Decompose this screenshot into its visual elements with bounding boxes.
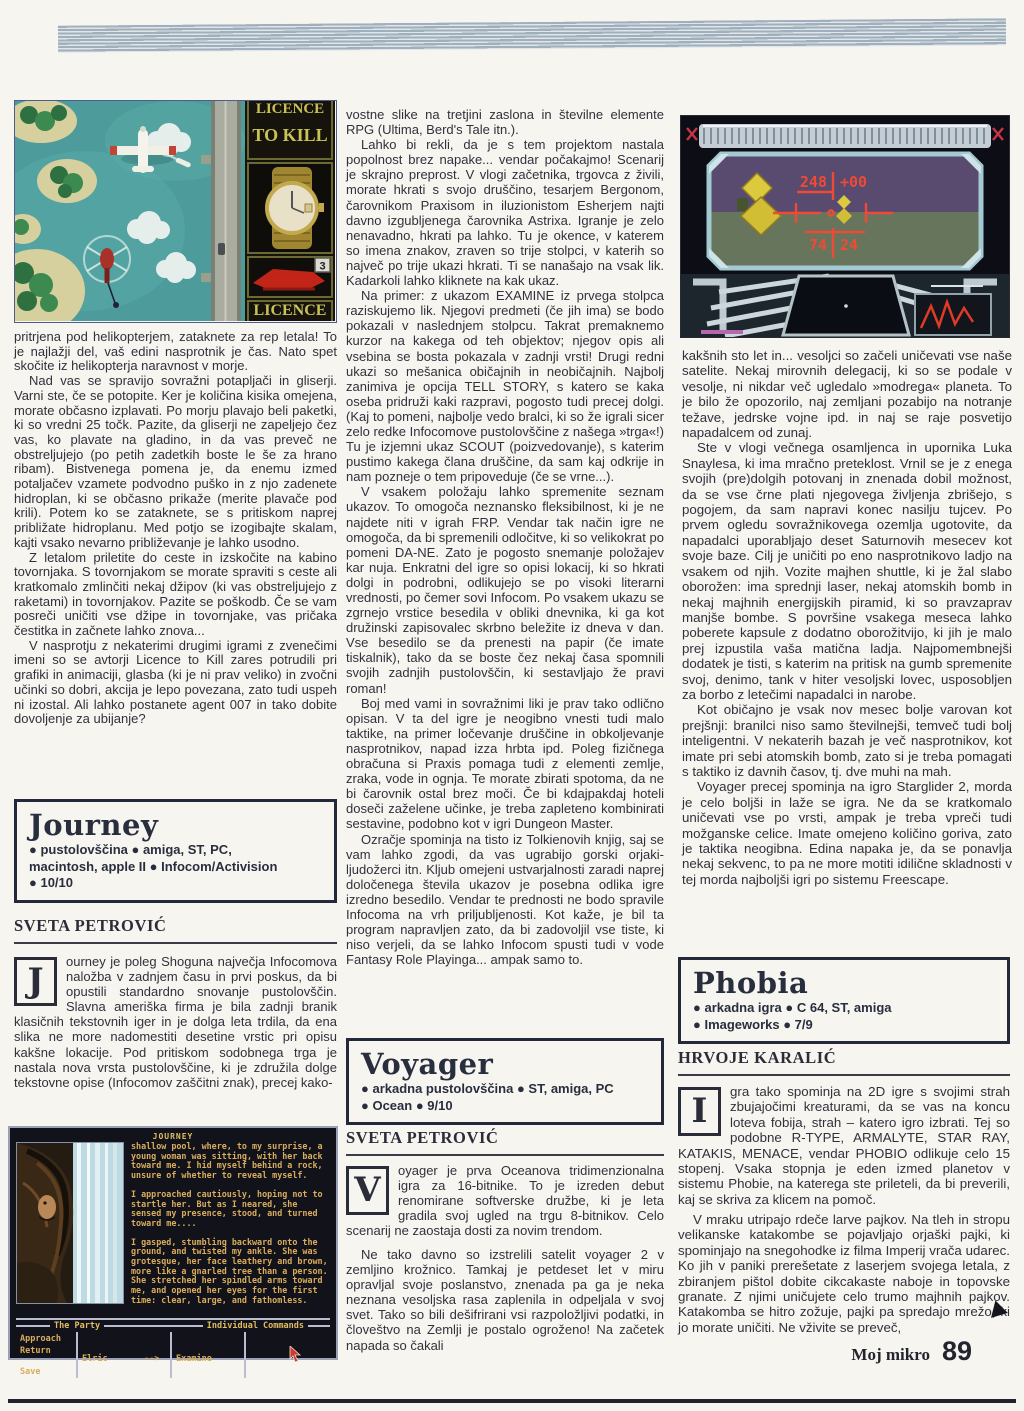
menu-item[interactable]: Save xyxy=(20,1366,41,1377)
paragraph: ourney je poleg Shoguna največja Infocomova naložba v zadnjem času in prvi poskus, da bi opustili standardno snovanje pustolovščin. Slavna ameriška firma je bila zadnji branik klasičnih tekstovnih iger in je dolga leta trdila, da ena slika ne more nadomestiti desetine vrstic pri opisu kakšne lokacije. Pod pritiskom sodobnega trga je nastala nova vrsta pustolovščine, ki je združila dolge tekstovne opise (Infocomov zaščitni znak), precej kako- xyxy=(14,954,337,1090)
page-number: 89 xyxy=(941,1336,972,1366)
paragraph: Ste v vlogi večnega osamljenca in upornika Luka Snaylesa, ki ima mračno preteklost. Vrnil se je z enega svojih (pre)dolgih potovanj in znenada dobil možnost, da se vse črne plati njegovega življenja zbrišejo, s pogojem, da sam napravi konec nasilju tujcev. Po prvem ogledu sovražnikovega ozemlja ugotovite, da napadalci uporabljajo deset Saturnovih mesecev kot svoje baze. Cilj je uničiti po eno nasprotnikovo ladjo na vsakem od njih. Vozite majhen shuttle, ki je žal slabo oborožen: ima sprednji laser, nekaj atomskih bomb in nekaj majhnih energijskih piramid, ki so pravzaprav manjše bombe. S površine vsakega meseca lahko poberete kapsule z dodatno oborožitvijo, ki jih je malo prej izpustila vaša matična ladja. Najpomembnejši dodatek je tisti, s katerim na pritisk na gumb spremenite svoj, denimo, tank v hiter vesoljski lovec, usposobljen za borbo z letečimi napadalci in narobe. xyxy=(682,440,1012,702)
paragraph: vostne slike na tretjini zaslona in številne elemente RPG (Ultima, Berd's Tale itn.). xyxy=(346,107,664,138)
journey-scene-art xyxy=(16,1142,124,1304)
hud-readout-bottom-right: 24 xyxy=(840,236,859,254)
journey-story-text xyxy=(131,1142,330,1315)
menu-item[interactable]: Approach xyxy=(20,1333,61,1344)
paragraph: Boj med vami in sovražnimi liki je prav tako odlično opisan. V ta del igre je neogibno vnesti tudi malo taktike, na primer ločevanje druščine in obkoljevanje nasprotnikov, napad izza hrbta ipd. Poleg fizičnega obračuna si Praxis pomaga tudi z elementi zemlje, zraka, vode in ognja. Te morate zbirati spotoma, da ne bi čarovnik ostal brez moči. Če bi kdajpakdaj hoteli doseči zaželene učinke, je treba zapleteno kombinirati sestavine, podobno kot v igri Dungeon Master. xyxy=(346,695,664,832)
licence-lives-badge: 3 xyxy=(319,260,326,273)
paragraph: gra tako spominja na 2D igre s svojimi strah zbujajočimi kreaturami, da se vas na koncu loteva fobija, strah – katero igro izbrati. Tej so podobne R-TYPE, ARMALYTE, STAR RAY, KATAKIS, MENACE, vendar PHOBIO odlikuje celo 15 stopenj. Vsaka stopnja je eden izmed planetov v sistemu Phobie, na katerega ste prileteli, da bi preverili, kaj se skriva za klicem na pomoč. xyxy=(678,1084,1010,1207)
journey-title: Journey xyxy=(29,808,159,842)
licence-to-kill-screenshot-art xyxy=(15,101,335,321)
menu-item[interactable]: Return xyxy=(20,1345,51,1356)
voyager-screenshot xyxy=(680,115,1010,338)
licence-article-text xyxy=(14,330,337,727)
paragraph: Ozračje spominja na tisto iz Tolkienovih knjig, saj se vam lahko zgodi, da vas ugrabijo gorski orjaki-ljudožerci itn. Kljub omejeni ustvarjalnosti zaradi naprej določenega števila ukazov je posebna odlika igre izredno besedilo. Vendar te prednosti ne bodo spravile Infocoma na vrh priljubljenosti. Kot kaže, je bil ta program napravljen zato, da bi zadovoljil vse tiste, ki niso verjeli, da se lahko Infocom spusti tudi v vode Fantasy Role Playinga... ampak samo to. xyxy=(346,831,664,968)
licence-logo-bottom-line2 xyxy=(257,320,324,321)
phobia-article-text xyxy=(678,1212,1010,1335)
mouse-cursor-area xyxy=(244,1332,330,1378)
command-examine[interactable]: Examine xyxy=(170,1332,244,1378)
voyager-screenshot-art xyxy=(681,116,1009,337)
magazine-brand: Moj mikro xyxy=(851,1345,930,1364)
journey-screen-title: JOURNEY xyxy=(152,1132,194,1141)
author-byline-phobia: HRVOJE KARALIĆ xyxy=(678,1048,1010,1076)
licence-logo-bottom-line1: LICENCE xyxy=(253,302,327,319)
licence-to-kill-screenshot xyxy=(14,100,337,323)
phobia-title: Phobia xyxy=(693,966,809,1000)
individual-commands-label: Individual Commands xyxy=(206,1320,304,1331)
licence-logo-top-line2: TO KILL xyxy=(252,125,328,145)
paragraph: Kot običajno je vsak nov mesec bolje varovan kot prejšnji: branilci niso samo številnejši, temveč tudi bolj inteligentni. V nekaterih bazah je več nasprotnikov, kot imate pri sebi atomskih bomb, zato si je treba pomagati s taktiko iz davnih časov, tj. dve muhi na mah. xyxy=(682,702,1012,779)
story-paragraph: I gasped, stumbling backward onto the ground, and twisted my ankle. She was grotesque, her face leathery and brown, more like a gnarled tree than a person. She stretched her spindled arms toward me, and opened her eyes for the first time: clear, large, and fathomless. xyxy=(131,1236,328,1305)
paragraph: V nasprotju z nekaterimi drugimi igrami z zvenečimi imeni so se avtorji Licence to Kill zares potrudili pri grafiki in animaciji, glasba (ki je ni prav veliko) in zvočni učinki so dobri, akcija je lepo povezana, zato tudi uspeh ni izostal. Ali lahko postanete agent 007 in tako dobite dovoljenje za ubijanje? xyxy=(14,637,337,727)
paragraph: Nad vas se spravijo sovražni potapljači in gliserji. Varni ste, če se potopite. Ker je količina kisika omejena, morate občasno izplavati. Po morju plavajo beli paketki, ki so vredni 25 točk. Pazite, da gliserji ne zapeljejo čez vas, ko plavate na gladino, in da vas preveč ne obstreljujejo (po petih zadetkih boste le še za hrano ribam). Bistvenega pomena je, da enemu izmed potaljačev vzamete podvodno puško in z njo zadenete hidroplan, ki se občasno prikaže (merite plavače pod krili). Potem ko se zataknete, se s pritiskom naprej približate hidroplanu. Med potjo se izogibajte skalam, kajti vsako nevarno približevanje je lahko usodno. xyxy=(14,373,337,550)
journey-meta-line: macintosh, apple II ● Infocom/Activision xyxy=(29,858,278,874)
dropcap-letter: I xyxy=(678,1087,721,1136)
author-byline-journey: SVETA PETROVIĆ xyxy=(14,916,337,944)
journey-info-box xyxy=(14,799,337,903)
author-byline-voyager: SVETA PETROVIĆ xyxy=(346,1128,664,1156)
hud-readout-bottom-left: 74 xyxy=(808,236,827,254)
decorative-stripe-band xyxy=(58,18,1006,52)
journey-article-text xyxy=(346,107,664,967)
hud-readout-top-left: 248 xyxy=(799,173,827,191)
story-paragraph: shallow pool, where, to my surprise, a young woman was sitting, with her back toward me. I hid myself behind a rock, unsure of whether to reveal myself. xyxy=(131,1141,323,1181)
paragraph: Voyager precej spominja na igro Starglider 2, morda je celo boljši in laže se igra. Ne da se kratkomalo uničevati vse po vrsti, ampak je treba vpreči tudi možganske celice. Imate omejeno količino goriva, zato je taktika neogibna. Edina napaka je, da se ponavlja nekaj sekvenc, to pa ne more motiti idilične skladnosti v tej morda najboljši igri po sistemu Freescape. xyxy=(682,779,1012,887)
paragraph: pritrjena pod helikopterjem, zataknete za rep letala! To je najlažji del, vaš edini nasprotnik je čas. Nato spet skočite iz helikopterja naravnost v morje. xyxy=(14,329,337,374)
journey-lead-paragraph xyxy=(14,954,337,1090)
voyager-article-text xyxy=(346,1247,664,1353)
paragraph: V mraku utripajo rdeče larve pajkov. Na tleh in stropu velikanske katakombe se pojavljajo orjaški pajki, ki spominjajo na snegohodke iz filma Imperij vrača udarec. Ko jih v paniki prerešetate z laserjem svojega letala, z zbiranjem pištol dobite cikcakaste naboje in topovske granate. Z njimi uničujete celo trumo majhnih pajkov. Katakomba se hitro zožuje, pajki pa spredajo mrežo, ki jo morate uničiti. Ne vživite se preveč, xyxy=(678,1212,1010,1335)
story-paragraph: I approached cautiously, hoping not to startle her. But as I neared, she sensed my presence, stood, and turned toward me.... xyxy=(131,1188,323,1228)
scan-edge-line xyxy=(8,1399,1016,1403)
paragraph: kakšnih sto let in... vesoljci so začeli uničevati vse naše satelite. Nekaj mirovnih delegacij, ki so se podale v vesolje, ni nikdar več ugledalo »modrega« planeta. To je bilo že opozorilo, naj zemljani pozabijo na notranje težave, jedrske vojne ipd. in naj se raje posvetijo napadalcem od zunaj. xyxy=(682,348,1012,441)
voyager-article-text-cont xyxy=(682,348,1012,887)
hud-readout-top-right: +00 xyxy=(840,173,868,191)
paragraph: Na primer: z ukazom EXAMINE iz prvega stolpca raziskujemo lik. Njegovi predmeti (če jih ima) se bodo pokazali v naslednjem stolpcu. Takrat premaknemo kurzor na kakega od teh objektov; njegov opis ali vsebina se bosta pokazala v zadnji vrsti! Drugi redni ukazi so mešanica običajnih in neobičajnih. Najbolj zanimiva je opcija TELL STORY, s katero se kaka oseba pridruži kaki razpravi, pogosto tudi precej dolgi. (Kaj to pomeni, najbolje vedo bralci, ki so že igrali sicer zelo redke Infocomove pustolovščine z našega »trga«!) Tu je izjemni ukaz SCOUT (poizvedovanje), s katerim pustimo kakega člana druščine, da sam kaj odkrije in nam pozneje o tem pripoveduje (če se vrne...). xyxy=(346,288,664,485)
voyager-title: Voyager xyxy=(361,1047,494,1081)
paragraph: V vsakem položaju lahko spremenite seznam ukazov. To omogoča neznansko fleksibilnost, ki je ne najdete niti v igrah FRP. Vendar tak način igre ne omogoča, da bi spremenili odločitve, ki so velikokrat po pomeni DA-NE. Zato je pogosto snemanje položajev kar nuja. Enkratni del igre so opisi lokacij, ki so hkrati dolgi in podrobni, odlikujejo se po visoki literarni vrednosti, po čemer sovi Infocom. Po vsakem ukazu se zgrnejo vrstice besedila v obliki dnevnika, ki ga kot družinski zapisovalec skrbno beležite iz dneva v dan. Vse besedilo se da prenesti na papir (če imate tiskalnik), tako da se boste čez nekaj časa spomnili svojih zadnjih pustolovščin, ki sestavljajo že pravi roman! xyxy=(346,484,664,696)
dropcap-letter: J xyxy=(14,957,57,1006)
journey-screenshot xyxy=(8,1126,338,1377)
paragraph: oyager je prva Oceanova tridimenzionalna igra za 16-bitnike. To je izreden debut renomirane softverske družbe, ki je leta gradila svoj ugled na trgu 8-bitnikov. Celo scenarij ne zaostaja dosti za novim trendom. xyxy=(346,1163,664,1239)
journey-verb-menu[interactable] xyxy=(16,1332,76,1378)
journey-meta-line: ● 10/10 xyxy=(29,875,73,890)
party-member-name[interactable]: Elric xyxy=(76,1332,144,1378)
paragraph: Ne tako davno so izstrelili satelit voyager 2 v zemljino krožnico. Tamkaj je petdeset let v miru opravljal svoje poslanstvo, znenada pa ga je neka neznana vesoljska rasa zaplenila in odpeljala v svoj svet. Tako so bili dešifrirani vsi razpoložljivi podatki, in človeštvo na Zemlji je postalo ogroženo! Na začetek napada so čakali xyxy=(346,1247,664,1353)
party-label: The Party xyxy=(54,1320,101,1331)
paragraph: Z letalom priletite do ceste in izskočite na kabino tovornjaka. S tovornjakom se morate spraviti s ceste ali kratkomalo zmlinčiti nekaj džipov (ki vas obstreljujejo z raketami) in tovornjakov. Pazite se poškodb. Če se vam posreči uničiti vse džipe in tovornjake, vas pričaka čestitka in začnete lahko znova... xyxy=(14,549,337,639)
voyager-lead-paragraph xyxy=(346,1163,664,1238)
phobia-meta-line: ● arkadna igra ● C 64, ST, amiga xyxy=(693,1000,892,1015)
paragraph: Lahko bi rekli, da je s tem projektom nastala popolnost brez napake... vendar počakajmo! Scenarij je skrajno preprost. V vlogi začetnika, trgovca z živili, morate hkrati s svojo druščino, tesarjem Bergonom, čarovnikom Praxisom in iluzionistom Esherjem najti davno izgubljenega čarovnika Astrixa. Igranje je zelo nenavadno, hkrati pa lahko. Tu je okence, v katerem so imena znakov, zraven so trije stolpci, v katerih so največ po trije ukazi hkrati. Ti se nanašajo na vsak lik. Kadarkoli lahko kliknete na kak ukaz. xyxy=(346,137,664,289)
phobia-lead-paragraph xyxy=(678,1084,1010,1207)
journey-command-bar xyxy=(16,1318,330,1378)
phobia-info-box xyxy=(678,957,1010,1044)
journey-meta-line: ● pustolovščina ● amiga, ST, PC, xyxy=(29,842,232,857)
voyager-meta-line: ● Ocean ● 9/10 xyxy=(361,1097,453,1113)
page-footer xyxy=(700,1338,972,1365)
licence-logo-top-line1: LICENCE xyxy=(255,101,325,117)
licence-sidebar xyxy=(245,101,335,321)
pointer-glyph: --> xyxy=(144,1353,160,1364)
cursor-icon xyxy=(288,1346,302,1362)
dropcap-letter: V xyxy=(346,1166,389,1215)
phobia-meta-line: ● Imageworks ● 7/9 xyxy=(693,1016,813,1032)
voyager-info-box xyxy=(346,1038,664,1125)
voyager-meta-line: ● arkadna pustolovščina ● ST, amiga, PC xyxy=(361,1081,614,1096)
